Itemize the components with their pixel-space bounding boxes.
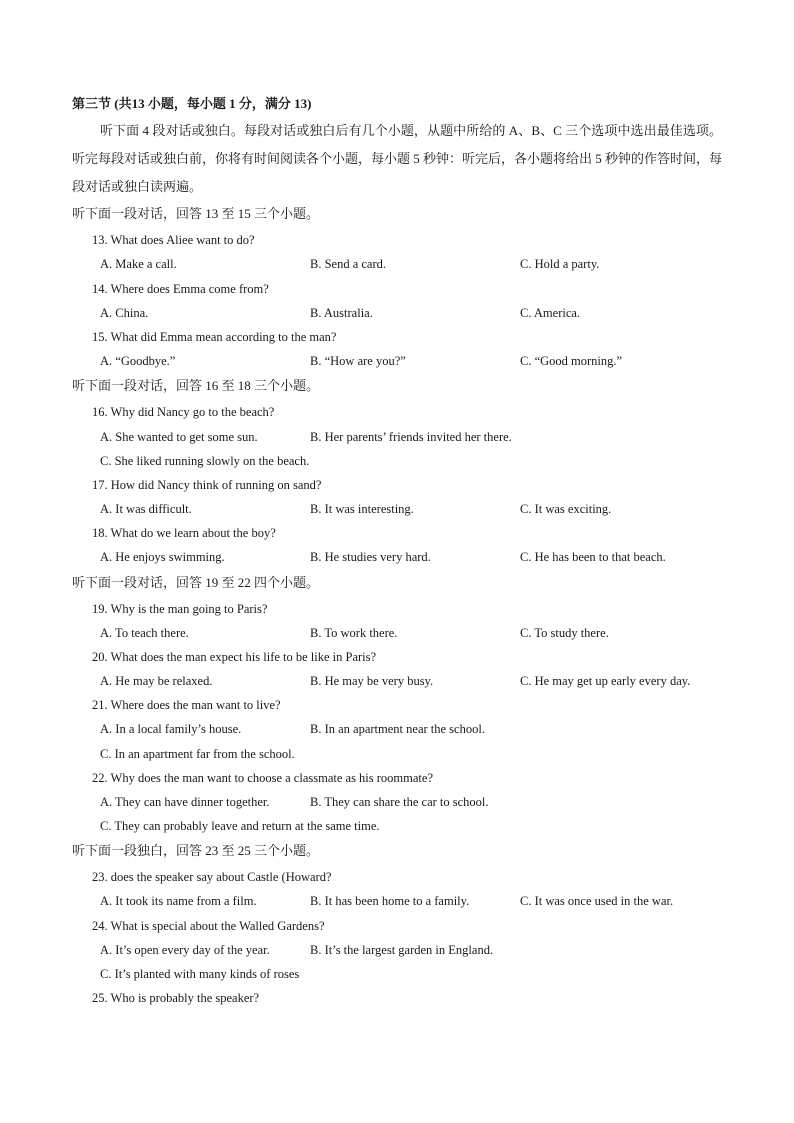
option-22-c: C. They can probably leave and return at the same time. (100, 819, 380, 833)
option-20-a: A. He may be relaxed. (100, 674, 213, 688)
option-21-b: B. In an apartment near the school. (310, 722, 485, 736)
option-17-c: C. It was exciting. (520, 502, 612, 516)
option-23-a: A. It took its name from a film. (100, 894, 257, 908)
option-20-c: C. He may get up early every day. (520, 674, 691, 688)
option-15-a: A. “Goodbye.” (100, 354, 176, 368)
option-18-a: A. He enjoys swimming. (100, 550, 225, 564)
section-instruction: 听下面一段对话，回答 19 至 22 四个小题。 (72, 575, 320, 590)
option-16-a: A. She wanted to get some sun. (100, 430, 258, 444)
option-16-b: B. Her parents’ friends invited her there. (310, 430, 512, 444)
option-13-b: B. Send a card. (310, 257, 387, 271)
option-13-a: A. Make a call. (100, 257, 177, 271)
question-20: 20. What does the man expect his life to be like in Paris? (92, 650, 377, 664)
option-22-b: B. They can share the car to school. (310, 795, 489, 809)
question-21: 21. Where does the man want to live? (92, 698, 281, 712)
question-14: 14. Where does Emma come from? (92, 282, 269, 296)
option-21-a: A. In a local family’s house. (100, 722, 242, 736)
option-22-a: A. They can have dinner together. (100, 795, 270, 809)
instructions-paragraph: 听下面 4 段对话或独白。每段对话或独白后有几个小题，从题中所给的 A、B、C 三个选项中选出最佳选项。听完每段对话或独白前，你将有时间阅读各个小题，每小题 5 秒钟：听完后，各小题将给出 5 秒钟的作答时间，每段对话或独白读两遍。 (72, 123, 723, 194)
option-17-a: A. It was difficult. (100, 502, 192, 516)
option-21-c: C. In an apartment far from the school. (100, 747, 295, 761)
section-instruction: 听下面一段对话，回答 13 至 15 三个小题。 (72, 206, 320, 221)
option-14-c: C. America. (520, 306, 581, 320)
section-instruction: 听下面一段对话，回答 16 至 18 三个小题。 (72, 378, 320, 393)
option-24-a: A. It’s open every day of the year. (100, 943, 270, 957)
option-18-b: B. He studies very hard. (310, 550, 431, 564)
option-23-b: B. It has been home to a family. (310, 894, 470, 908)
section-heading: 第三节 (共13 小题，每小题 1 分，满分 13) (72, 96, 312, 111)
option-14-b: B. Australia. (310, 306, 373, 320)
option-19-c: C. To study there. (520, 626, 609, 640)
option-13-c: C. Hold a party. (520, 257, 600, 271)
option-17-b: B. It was interesting. (310, 502, 414, 516)
question-22: 22. Why does the man want to choose a classmate as his roommate? (92, 771, 433, 785)
question-15: 15. What did Emma mean according to the man? (92, 330, 337, 344)
option-14-a: A. China. (100, 306, 149, 320)
question-24: 24. What is special about the Walled Gardens? (92, 919, 325, 933)
option-24-c: C. It’s planted with many kinds of roses (100, 967, 300, 981)
question-19: 19. Why is the man going to Paris? (92, 602, 268, 616)
question-25: 25. Who is probably the speaker? (92, 991, 260, 1005)
option-16-c: C. She liked running slowly on the beach. (100, 454, 310, 468)
question-13: 13. What does Aliee want to do? (92, 233, 255, 247)
question-16: 16. Why did Nancy go to the beach? (92, 405, 275, 419)
option-18-c: C. He has been to that beach. (520, 550, 666, 564)
option-15-c: C. “Good morning.” (520, 354, 623, 368)
section-instruction: 听下面一段独白，回答 23 至 25 三个小题。 (72, 843, 320, 858)
option-15-b: B. “How are you?” (310, 354, 406, 368)
option-23-c: C. It was once used in the war. (520, 894, 674, 908)
question-23: 23. does the speaker say about Castle (Howard? (92, 870, 332, 884)
option-20-b: B. He may be very busy. (310, 674, 434, 688)
question-18: 18. What do we learn about the boy? (92, 526, 276, 540)
option-19-b: B. To work there. (310, 626, 398, 640)
option-19-a: A. To teach there. (100, 626, 189, 640)
option-24-b: B. It’s the largest garden in England. (310, 943, 494, 957)
question-17: 17. How did Nancy think of running on sand? (92, 478, 322, 492)
